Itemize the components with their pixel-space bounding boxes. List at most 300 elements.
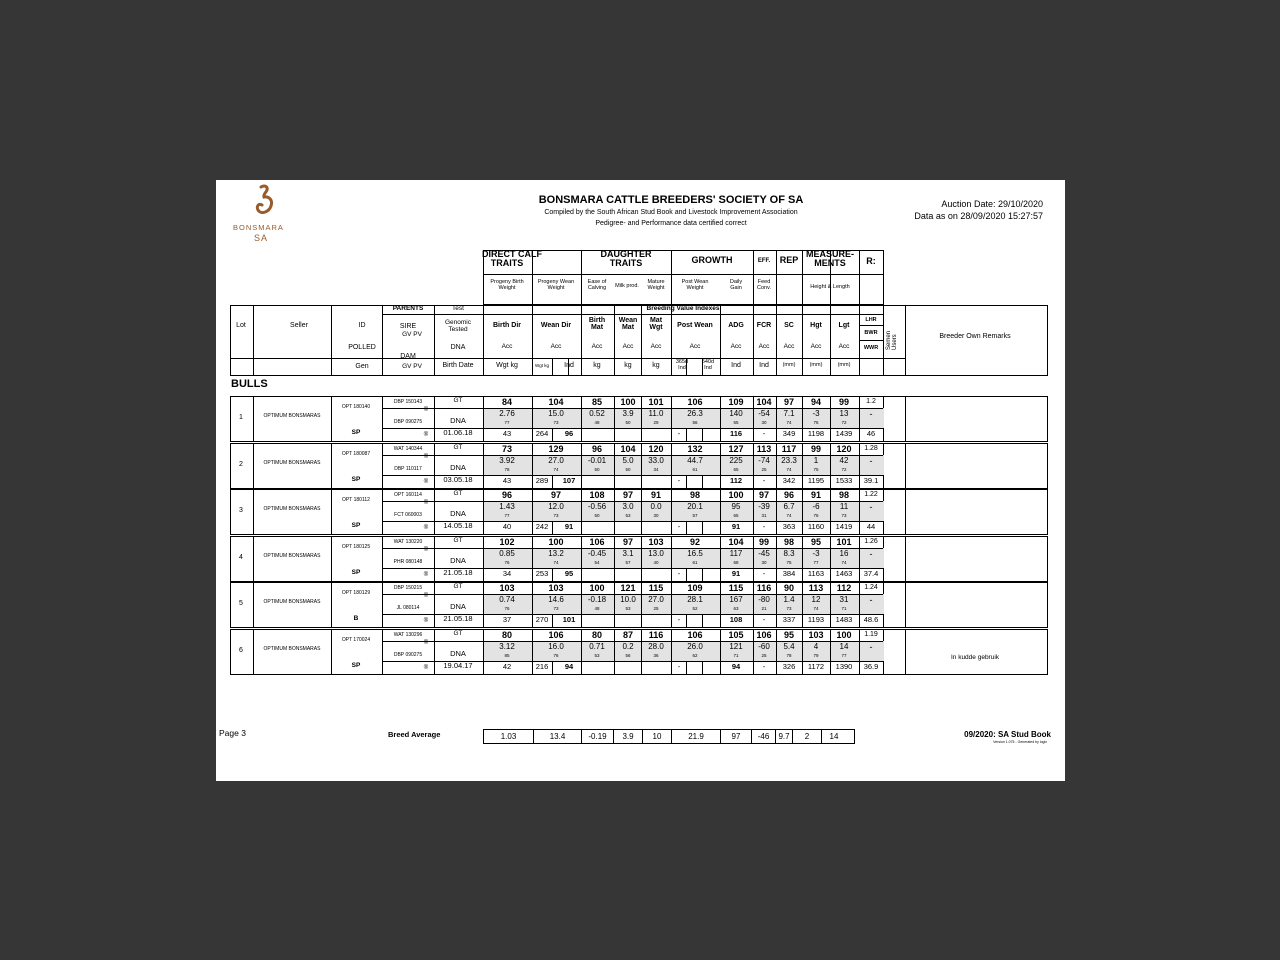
accuracy-value: 25 [653, 606, 659, 612]
ebv-value: 91 [650, 490, 661, 501]
wean-weight: 242 [535, 522, 549, 532]
ebv-value: 80 [591, 630, 602, 640]
accuracy-value: 61 [692, 559, 698, 565]
v-rule [905, 305, 906, 376]
accuracy-value: 79 [813, 653, 819, 658]
sub-progeny-wean: Progeny Wean Weight [537, 279, 575, 291]
accuracy-value: 68 [733, 559, 739, 565]
sire-flag: ® [423, 546, 429, 553]
trait-value: 3.0 [622, 502, 634, 512]
accuracy-value: 76 [553, 653, 559, 658]
h-rule [859, 340, 883, 341]
col-birth-date: Birth Date [442, 362, 474, 369]
accuracy-value: 72 [841, 466, 847, 472]
trait-value: 225 [729, 455, 743, 465]
wean-index: 96 [564, 429, 574, 438]
ebv-value: 100 [589, 583, 605, 594]
ebv-value: 106 [687, 397, 703, 407]
trait-value: 7.1 [783, 409, 795, 418]
accuracy-value: 72 [841, 420, 847, 425]
ebv-value: 101 [836, 536, 852, 547]
trait-value: -6 [812, 502, 820, 512]
ebv-value: 98 [689, 490, 700, 501]
lot-number: 4 [239, 553, 243, 561]
ebv-value: 1.19 [864, 631, 878, 638]
col-acc: Acc [550, 343, 562, 350]
v-rule [382, 629, 383, 675]
trait-value: 3.92 [499, 455, 515, 465]
col-lhr: LHR [865, 317, 877, 323]
birth-date: 01.06.18 [443, 428, 473, 437]
trait-value: 15.0 [548, 409, 564, 418]
accuracy-value: 50 [594, 513, 600, 519]
trait-value: 27.0 [648, 595, 664, 605]
length-mm: 1419 [835, 522, 853, 532]
r-value: 36.9 [863, 662, 879, 671]
birth-weight: 37 [502, 615, 512, 625]
ebv-value: 96 [591, 443, 602, 454]
col-acc: Acc [501, 343, 513, 350]
trait-value: 3.12 [499, 642, 515, 651]
ebv-value: 98 [783, 536, 794, 547]
h-rule [483, 274, 884, 275]
ebv-value: 112 [836, 583, 852, 594]
col-post-wean: Post Wean [677, 322, 713, 329]
accuracy-value: 85 [504, 653, 510, 658]
ebv-value: 109 [687, 583, 703, 594]
ebv-value: 103 [499, 583, 515, 594]
trait-value: - [869, 595, 873, 606]
dam-flag: ® [423, 665, 429, 671]
col-breeding-value-indexes: Breeding Value Indexes [646, 305, 720, 312]
col-birth-mat: Birth Mat [588, 317, 606, 331]
test-dna: DNA [450, 416, 466, 425]
trait-value: 33.0 [648, 455, 664, 465]
ebv-value: 106 [687, 630, 703, 640]
trait-value: -0.18 [587, 595, 607, 605]
bonsmara-logo-icon [252, 184, 278, 222]
adg-index: 108 [729, 615, 743, 625]
v-rule [686, 568, 687, 582]
adg-index: 91 [731, 568, 741, 578]
ebv-value: 84 [501, 397, 512, 407]
gen-code: SP [351, 662, 361, 669]
wean-index: 94 [564, 662, 574, 671]
ebv-value: 100 [620, 397, 636, 407]
col-gen: Gen [355, 363, 369, 370]
seller-name: OPTIMUM BONSMARAS [263, 459, 321, 466]
accuracy-value: 48 [594, 420, 600, 425]
v-rule [331, 396, 332, 442]
fcr-index: - [762, 429, 766, 438]
sub-post-wean-weight: Post Wean Weight [681, 279, 709, 291]
v-rule [253, 396, 254, 442]
trait-value: 13.0 [648, 548, 664, 558]
accuracy-value: 57 [625, 559, 631, 565]
col-test: Test [452, 305, 464, 312]
ebv-value: 96 [501, 490, 512, 501]
unit-ind: Ind [564, 362, 574, 369]
sub-ease-calving: Ease of Calving [587, 279, 607, 291]
ebv-value: 116 [756, 583, 772, 594]
ebv-value: 104 [548, 397, 564, 407]
ebv-value: 98 [838, 490, 849, 501]
breed-average-value: 21.9 [672, 730, 721, 744]
v-rule [581, 305, 582, 376]
ebv-value: 1.2 [866, 398, 876, 405]
r-value: 44 [866, 522, 876, 532]
trait-value: 4 [813, 642, 819, 651]
trait-value: -60 [758, 642, 770, 651]
height-mm: 1193 [807, 615, 825, 625]
v-rule [686, 475, 687, 489]
fcr-index: - [762, 615, 766, 625]
length-mm: 1483 [835, 615, 853, 625]
accuracy-value: 50 [594, 466, 600, 472]
trait-value: - [869, 409, 873, 419]
accuracy-value: 61 [692, 466, 698, 472]
height-mm: 1198 [807, 429, 825, 438]
v-rule [686, 661, 687, 675]
ebv-value: 132 [687, 443, 703, 454]
fcr-index: - [762, 522, 766, 532]
trait-value: 0.74 [499, 595, 515, 605]
test-dna: DNA [450, 555, 466, 565]
accuracy-value: 65 [733, 513, 739, 519]
group-measurements: MEASURE- MENTS [805, 249, 854, 268]
ebv-value: 106 [589, 536, 605, 547]
ebv-value: 113 [808, 583, 824, 594]
ebv-value: 99 [810, 443, 821, 454]
v-rule [614, 305, 615, 376]
ebv-value: 97 [622, 536, 633, 547]
gen-code: SP [351, 475, 361, 483]
v-rule [331, 629, 332, 675]
ebv-value: 100 [728, 490, 744, 501]
v-rule [905, 443, 906, 489]
trait-value: 26.3 [687, 409, 703, 418]
accuracy-value: 74 [786, 466, 792, 472]
breed-average-value: 3.9 [614, 730, 643, 744]
ebv-value: 120 [648, 443, 664, 454]
test-dna: DNA [450, 649, 466, 658]
v-rule [331, 305, 332, 376]
dam-id: DBP 090275 [393, 419, 423, 425]
v-rule [434, 536, 435, 582]
breed-average-value: 1.03 [484, 730, 534, 744]
breed-average-value: 10 [643, 730, 672, 744]
col-acc: Acc [730, 343, 742, 350]
col-acc: Acc [838, 343, 850, 350]
sire-id: OPT 160114 [394, 492, 422, 499]
height-mm: 1195 [807, 475, 825, 485]
ebv-value: 104 [756, 397, 772, 407]
dam-flag: ® [423, 432, 429, 438]
sc-mm: 337 [782, 615, 796, 625]
birth-weight: 43 [502, 429, 512, 438]
unit-wgt-kg-small: Wgt kg [534, 363, 549, 368]
accuracy-value: 54 [594, 559, 600, 565]
accuracy-value: 74 [786, 420, 792, 425]
accuracy-value: 77 [841, 653, 847, 658]
trait-value: 42 [839, 455, 849, 465]
unit-ind: Ind [759, 362, 769, 369]
accuracy-value: 65 [733, 420, 739, 425]
dam-flag: ® [423, 571, 429, 578]
trait-value: 1.4 [783, 595, 795, 605]
trait-value: 1 [813, 455, 819, 465]
dam-id: FCT 060003 [394, 512, 422, 519]
wean-index: 95 [564, 568, 574, 578]
trait-value: 0.0 [650, 502, 662, 512]
auction-date: Auction Date: 29/10/2020 [941, 199, 1043, 209]
sire-id: WAT 130296 [393, 632, 423, 638]
v-rule [702, 475, 703, 489]
accuracy-value: 78 [504, 466, 510, 472]
trait-value: 16.0 [548, 642, 564, 651]
birth-date: 21.05.18 [443, 567, 473, 577]
col-fcr: FCR [756, 322, 772, 329]
lot-number: 1 [239, 414, 243, 421]
sire-id: WAT 130220 [393, 538, 423, 545]
v-rule [253, 305, 254, 376]
ebv-value: 127 [728, 443, 744, 454]
accuracy-value: 56 [692, 420, 698, 425]
page-subtitle-1: Compiled by the South African Stud Book and Livestock Improvement Association [544, 209, 798, 216]
accuracy-value: 77 [504, 513, 510, 519]
animal-id: OPT 180087 [341, 450, 371, 457]
col-acc: Acc [689, 343, 701, 350]
length-mm: 1533 [835, 475, 853, 485]
trait-value: 23.3 [781, 455, 797, 465]
col-semen-users: Semen Users [886, 330, 898, 350]
trait-value: -0.45 [587, 548, 607, 558]
birth-date: 03.05.18 [443, 474, 473, 484]
gen-code: SP [351, 568, 361, 576]
accuracy-value: 76 [813, 420, 819, 425]
v-rule [702, 428, 703, 442]
birth-date: 19.04.17 [443, 661, 473, 670]
trait-value: 26.0 [687, 642, 703, 651]
gen-code: SP [351, 522, 361, 530]
accuracy-value: 30 [761, 559, 767, 565]
trait-value: 27.0 [548, 455, 564, 465]
accuracy-value: 75 [813, 466, 819, 472]
accuracy-value: 76 [813, 513, 819, 519]
unit-kg: kg [624, 362, 632, 369]
sire-id: DBP 150143 [393, 399, 423, 405]
ebv-value: 104 [728, 536, 744, 547]
group-daughter: DAUGHTER TRAITS [600, 249, 652, 268]
accuracy-value: 34 [653, 466, 659, 472]
v-rule [552, 521, 553, 535]
trait-value: -54 [758, 409, 770, 418]
test-dna: DNA [450, 509, 466, 519]
post-wean-365: - [677, 615, 681, 625]
trait-value: 16 [839, 548, 849, 558]
ebv-value: 80 [501, 630, 512, 640]
sub-mature-weight: Mature Weight [647, 279, 665, 291]
v-rule [331, 489, 332, 535]
trait-value: 16.5 [687, 548, 703, 558]
v-rule [552, 428, 553, 442]
v-rule [434, 396, 435, 442]
accuracy-value: 50 [625, 420, 631, 425]
v-rule [253, 489, 254, 535]
accuracy-value: 74 [786, 513, 792, 519]
ebv-value: 129 [548, 443, 564, 454]
animal-id: OPT 180125 [341, 543, 371, 550]
accuracy-value: 76 [504, 559, 510, 565]
v-rule [905, 582, 906, 628]
trait-value: 12.0 [548, 502, 564, 512]
breed-average-label: Breed Average [388, 730, 441, 739]
fcr-index: - [762, 568, 766, 578]
height-mm: 1163 [807, 568, 825, 578]
ebv-value: 97 [783, 397, 794, 407]
lot-number: 5 [239, 600, 243, 608]
group-rep: REP [779, 255, 799, 265]
ebv-value: 90 [783, 583, 794, 594]
ebv-value: 97 [622, 490, 633, 501]
v-rule [686, 614, 687, 628]
v-rule [253, 536, 254, 582]
test-gt: GT [453, 490, 463, 498]
v-rule [483, 305, 484, 376]
adg-index: 112 [729, 475, 743, 485]
col-lgt: Lgt [838, 322, 850, 329]
length-mm: 1390 [835, 662, 853, 671]
post-wean-365: - [677, 662, 681, 671]
col-acc: Acc [810, 343, 822, 350]
birth-date: 14.05.18 [443, 521, 473, 531]
v-rule [434, 489, 435, 535]
v-rule [331, 536, 332, 582]
lot-number: 2 [239, 460, 243, 468]
col-wean-dir: Wean Dir [540, 322, 572, 329]
adg-index: 116 [729, 429, 743, 438]
birth-weight: 40 [502, 522, 512, 532]
breed-average-value: -46 [752, 730, 776, 744]
dam-flag: ® [423, 525, 429, 532]
version-label: Version 1.075 - Generated by logix [993, 740, 1047, 744]
col-sire: SIRE [399, 323, 417, 330]
v-rule [702, 521, 703, 535]
group-growth: GROWTH [691, 255, 733, 265]
accuracy-value: 71 [733, 653, 739, 658]
sire-flag: ® [423, 593, 429, 600]
accuracy-value: 52 [692, 606, 698, 612]
test-dna: DNA [450, 602, 466, 612]
ebv-value: 101 [648, 397, 664, 407]
page-subtitle-2: Pedigree- and Performance data certified correct [595, 220, 747, 227]
breed-average-table [483, 729, 855, 744]
animal-id: OPT 180112 [342, 497, 370, 504]
test-gt: GT [453, 397, 463, 404]
trait-value: -39 [758, 502, 770, 512]
sire-flag: ® [423, 640, 429, 646]
ebv-value: 95 [810, 536, 821, 547]
length-mm: 1463 [835, 568, 853, 578]
trait-value: 44.7 [687, 455, 703, 465]
wean-weight: 253 [535, 568, 549, 578]
test-gt: GT [453, 583, 463, 591]
trait-value: 12 [811, 595, 821, 605]
sc-mm: 363 [782, 522, 796, 532]
seller-name: OPTIMUM BONSMARAS [263, 599, 321, 606]
col-breeder-remarks: Breeder Own Remarks [939, 333, 1011, 340]
accuracy-value: 74 [813, 606, 819, 612]
trait-value: 6.7 [783, 502, 795, 512]
ebv-value: 103 [548, 583, 564, 594]
group-eff: EFF. [757, 258, 771, 264]
post-wean-365: - [677, 568, 681, 578]
ebv-value: 100 [548, 536, 564, 547]
trait-value: 31 [839, 595, 849, 605]
test-dna: DNA [450, 462, 466, 472]
v-rule [702, 661, 703, 675]
accuracy-value: 73 [553, 420, 559, 425]
col-dam-gv-pv: GV PV [402, 363, 422, 370]
col-birth-dir: Birth Dir [493, 322, 521, 329]
accuracy-value: 74 [553, 559, 559, 565]
ebv-value: 104 [620, 443, 636, 454]
accuracy-value: 78 [786, 653, 792, 658]
breed-average-value: 14 [829, 732, 839, 741]
r-value: 46 [866, 429, 876, 438]
accuracy-value: 30 [653, 513, 659, 519]
trait-value: - [869, 548, 873, 559]
trait-value: 20.1 [687, 502, 703, 512]
fcr-index: - [762, 475, 766, 485]
trait-value: 2.76 [499, 409, 515, 418]
accuracy-value: 73 [786, 606, 792, 612]
v-rule [253, 443, 254, 489]
h-rule [483, 314, 883, 315]
col-acc: Acc [591, 343, 603, 350]
trait-value: 167 [729, 595, 743, 605]
wean-weight: 289 [535, 475, 549, 485]
sc-mm: 326 [782, 662, 796, 671]
logo-sub: SA [254, 233, 269, 243]
unit-365d: 365d Ind [675, 359, 689, 371]
seller-name: OPTIMUM BONSMARAS [263, 646, 321, 652]
sub-daily-gain: Daily Gain [729, 279, 743, 291]
sc-mm: 342 [782, 475, 796, 485]
unit-mm: (mm) [782, 362, 796, 368]
trait-value: 5.0 [622, 455, 634, 465]
adg-index: 91 [731, 522, 741, 532]
trait-value: 10.0 [620, 595, 636, 605]
unit-wgt-kg: Wgt kg [496, 362, 518, 369]
trait-value: 28.1 [687, 595, 703, 605]
col-acc: Acc [622, 343, 634, 350]
accuracy-value: 53 [594, 653, 600, 658]
ebv-value: 116 [648, 630, 664, 640]
trait-value: 121 [729, 642, 743, 651]
trait-value: -80 [758, 595, 770, 605]
v-rule [552, 475, 553, 489]
v-rule [702, 614, 703, 628]
accuracy-value: 29 [653, 420, 659, 425]
accuracy-value: 73 [841, 513, 847, 519]
trait-value: 95 [731, 502, 741, 512]
trait-value: 0.85 [499, 548, 515, 558]
ebv-value: 115 [648, 583, 664, 594]
trait-value: 3.9 [622, 409, 634, 418]
trait-value: 5.4 [783, 642, 795, 651]
ebv-value: 100 [836, 630, 852, 640]
